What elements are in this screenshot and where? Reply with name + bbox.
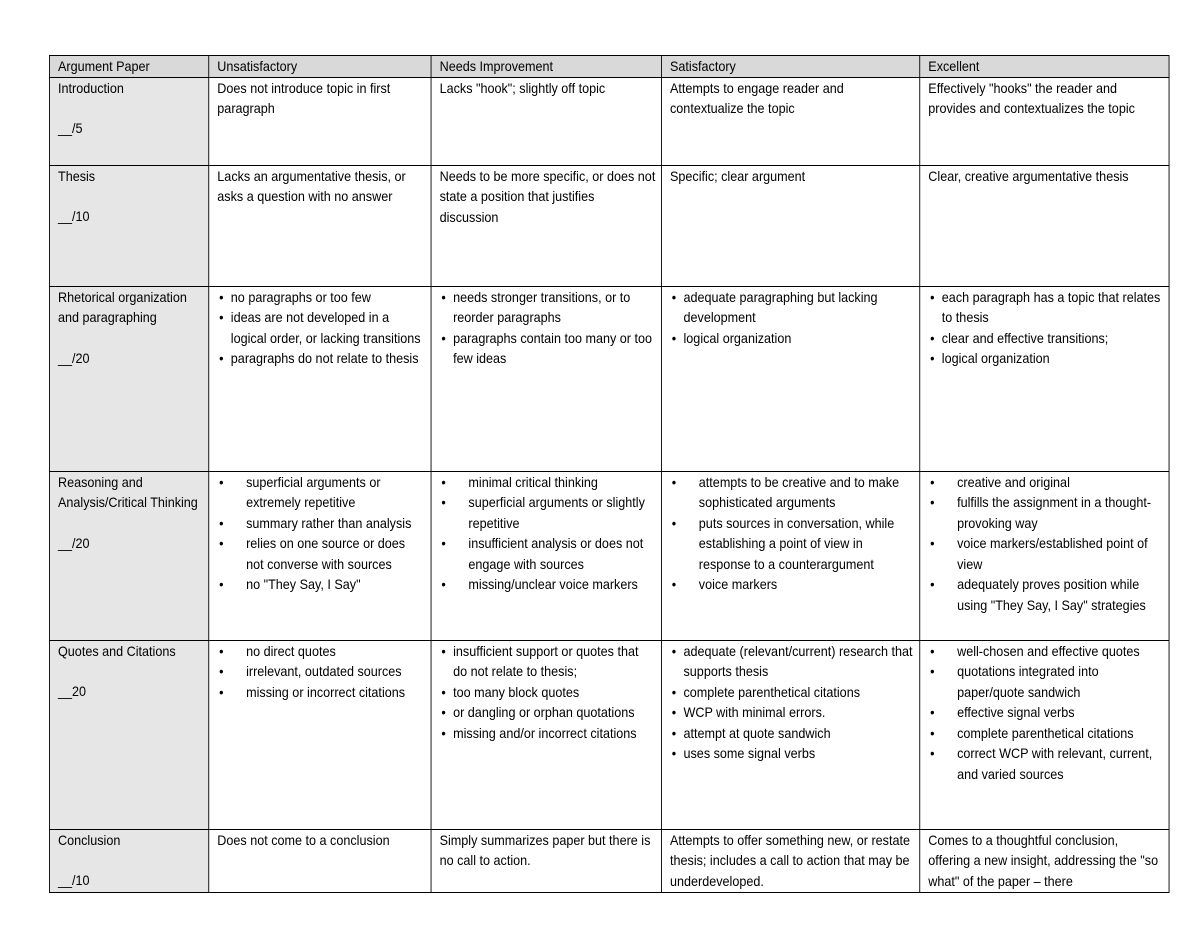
- list-item-text: too many block quotes: [453, 683, 580, 700]
- list-item-text: minimal critical thinking: [468, 473, 598, 490]
- list-item: [670, 743, 914, 764]
- list-item: [928, 328, 1163, 349]
- cell-satisfactory: [661, 286, 919, 471]
- list-item-text: no "They Say, I Say": [246, 576, 361, 592]
- bullet-icon: •: [930, 288, 935, 305]
- list-item-text: paragraphs do not relate to thesis: [230, 350, 419, 366]
- criterion-label: Quotes and Citations: [58, 642, 176, 659]
- bullet-list: [670, 287, 914, 349]
- list-item: [928, 287, 1163, 328]
- list-item: [670, 641, 914, 682]
- cell-excellent: [920, 471, 1169, 640]
- list-item-text: logical organization: [683, 329, 792, 346]
- list-item-text: missing or incorrect citations: [246, 683, 406, 700]
- list-item: [440, 682, 656, 703]
- bullet-icon: •: [671, 683, 677, 700]
- list-item-text: correct WCP with relevant, current, and varied sources: [957, 745, 1153, 782]
- bullet-icon: •: [930, 745, 935, 761]
- list-item: [928, 348, 1163, 369]
- header-excellent: Excellent: [920, 56, 1169, 78]
- list-item-text: clear and effective transitions;: [941, 329, 1109, 346]
- list-item: [928, 533, 1163, 574]
- bullet-icon: •: [930, 576, 935, 592]
- list-item: [440, 641, 656, 682]
- bullet-icon: •: [671, 288, 677, 305]
- score-blank: __/20: [58, 534, 90, 551]
- bullet-icon: •: [671, 329, 677, 346]
- list-item: [217, 574, 425, 595]
- header-argument-paper: Argument Paper: [49, 56, 208, 78]
- bullet-icon: •: [930, 704, 935, 720]
- score-blank: __20: [58, 683, 87, 699]
- list-item-text: puts sources in conversation, while establishing a point of view in response to a counterargument: [698, 514, 895, 572]
- cell-needs-improvement: [431, 286, 661, 471]
- cell-excellent: Clear, creative argumentative thesis: [920, 165, 1169, 286]
- bullet-icon: •: [441, 535, 446, 551]
- list-item-text: superficial arguments or slightly repetitive: [468, 494, 645, 531]
- list-item: [670, 287, 914, 328]
- row-conclusion: [49, 829, 1169, 892]
- bullet-icon: •: [930, 724, 935, 741]
- list-item-text: missing/unclear voice markers: [468, 576, 638, 592]
- list-item: [928, 661, 1163, 702]
- score-blank: __/5: [58, 120, 83, 136]
- cell-satisfactory: [661, 640, 919, 829]
- bullet-icon: •: [671, 642, 677, 659]
- row-introduction: [49, 77, 1169, 165]
- cell-unsatisfactory: [209, 471, 431, 640]
- list-item: [670, 723, 914, 744]
- row-label-cell: [49, 165, 208, 286]
- list-item-text: relies on one source or does not converse with sources: [246, 535, 406, 572]
- list-item-text: irrelevant, outdated sources: [246, 663, 402, 679]
- list-item: [217, 682, 425, 703]
- list-item: [440, 723, 656, 744]
- bullet-list: [440, 641, 656, 744]
- cell-unsatisfactory: [209, 286, 431, 471]
- bullet-list: [440, 287, 656, 369]
- list-item: [670, 472, 914, 513]
- cell-excellent: [920, 286, 1169, 471]
- bullet-list: [928, 472, 1163, 616]
- list-item-text: voice markers/established point of view: [957, 535, 1148, 572]
- row-label-cell: [49, 640, 208, 829]
- bullet-icon: •: [441, 642, 446, 659]
- cell-unsatisfactory: [209, 640, 431, 829]
- header-row: [49, 56, 1169, 78]
- list-item-text: effective signal verbs: [957, 704, 1075, 720]
- bullet-icon: •: [671, 473, 677, 490]
- list-item: [440, 492, 656, 533]
- cell-needs-improvement: [431, 640, 661, 829]
- bullet-list: [217, 287, 425, 369]
- list-item-text: uses some signal verbs: [683, 745, 816, 761]
- bullet-icon: •: [930, 663, 935, 679]
- bullet-icon: •: [219, 288, 224, 305]
- bullet-icon: •: [441, 473, 446, 490]
- list-item: [928, 702, 1163, 723]
- cell-unsatisfactory: Does not come to a conclusion: [209, 829, 431, 892]
- cell-unsatisfactory: Does not introduce topic in first paragraph: [209, 77, 431, 165]
- row-reasoning-analysis: [49, 471, 1169, 640]
- list-item-text: insufficient support or quotes that do not relate to thesis;: [453, 642, 639, 679]
- bullet-icon: •: [930, 494, 935, 510]
- criterion-label: Thesis: [58, 167, 96, 184]
- bullet-icon: •: [671, 576, 677, 592]
- list-item: [440, 574, 656, 595]
- bullet-list: [217, 472, 425, 595]
- list-item-text: logical organization: [941, 350, 1050, 366]
- list-item-text: quotations integrated into paper/quote sandwich: [957, 663, 1099, 700]
- cell-satisfactory: [661, 471, 919, 640]
- list-item: [928, 743, 1163, 784]
- list-item-text: superficial arguments or extremely repetitive: [246, 473, 381, 510]
- bullet-icon: •: [441, 576, 446, 592]
- list-item: [670, 574, 914, 595]
- bullet-icon: •: [219, 350, 224, 366]
- list-item: [217, 533, 425, 574]
- cell-needs-improvement: Lacks "hook"; slightly off topic: [431, 77, 661, 165]
- bullet-icon: •: [671, 724, 677, 741]
- list-item: [670, 513, 914, 575]
- bullet-icon: •: [219, 642, 224, 659]
- cell-needs-improvement: Simply summarizes paper but there is no call to action.: [431, 829, 661, 892]
- list-item: [670, 702, 914, 723]
- list-item-text: needs stronger transitions, or to reorder paragraphs: [453, 288, 631, 325]
- cell-satisfactory: Attempts to offer something new, or restate thesis; includes a call to action that may be underdeveloped.: [661, 829, 919, 892]
- list-item: [440, 472, 656, 493]
- cell-satisfactory: Attempts to engage reader and contextualize the topic: [661, 77, 919, 165]
- list-item: [217, 307, 425, 348]
- list-item-text: adequately proves position while using "They Say, I Say" strategies: [957, 576, 1146, 613]
- list-item-text: ideas are not developed in a logical order, or lacking transitions: [230, 309, 421, 346]
- list-item-text: attempt at quote sandwich: [683, 724, 831, 741]
- list-item: [217, 472, 425, 513]
- bullet-icon: •: [671, 745, 677, 761]
- bullet-icon: •: [930, 473, 935, 490]
- list-item: [217, 348, 425, 369]
- list-item: [670, 682, 914, 703]
- score-blank: __/10: [58, 208, 90, 224]
- list-item: [440, 328, 656, 369]
- list-item-text: well-chosen and effective quotes: [957, 642, 1140, 659]
- bullet-icon: •: [671, 514, 677, 531]
- bullet-icon: •: [441, 329, 446, 346]
- bullet-icon: •: [219, 473, 224, 490]
- list-item-text: WCP with minimal errors.: [683, 704, 826, 720]
- list-item: [217, 661, 425, 682]
- bullet-list: [928, 287, 1163, 369]
- list-item-text: no paragraphs or too few: [230, 288, 371, 305]
- list-item-text: complete parenthetical citations: [957, 724, 1134, 741]
- header-needs-improvement: Needs Improvement: [431, 56, 661, 78]
- score-blank: __/20: [58, 349, 90, 366]
- row-thesis: [49, 165, 1169, 286]
- row-label-cell: [49, 829, 208, 892]
- list-item: [928, 641, 1163, 662]
- list-item-text: complete parenthetical citations: [683, 683, 860, 700]
- row-label-cell: [49, 286, 208, 471]
- list-item: [928, 723, 1163, 744]
- bullet-icon: •: [219, 309, 224, 325]
- list-item-text: insufficient analysis or does not engage with sources: [468, 535, 644, 572]
- criterion-label: Introduction: [58, 79, 124, 96]
- bullet-icon: •: [219, 514, 224, 531]
- bullet-icon: •: [930, 350, 935, 366]
- bullet-list: [440, 472, 656, 595]
- bullet-icon: •: [441, 494, 446, 510]
- list-item: [217, 641, 425, 662]
- list-item-text: attempts to be creative and to make sophisticated arguments: [698, 473, 900, 510]
- bullet-list: [670, 472, 914, 595]
- list-item: [440, 702, 656, 723]
- score-blank: __/10: [58, 872, 90, 888]
- bullet-list: [928, 641, 1163, 785]
- bullet-icon: •: [219, 535, 224, 551]
- bullet-icon: •: [219, 576, 224, 592]
- bullet-icon: •: [441, 683, 446, 700]
- list-item-text: creative and original: [957, 473, 1070, 490]
- list-item: [928, 492, 1163, 533]
- bullet-list: [217, 641, 425, 703]
- bullet-icon: •: [219, 683, 224, 700]
- list-item-text: each paragraph has a topic that relates to thesis: [941, 288, 1161, 325]
- cell-needs-improvement: Needs to be more specific, or does not state a position that justifies discussion: [431, 165, 661, 286]
- cell-unsatisfactory: Lacks an argumentative thesis, or asks a question with no answer: [209, 165, 431, 286]
- bullet-icon: •: [930, 642, 935, 659]
- row-label-cell: [49, 77, 208, 165]
- list-item: [217, 287, 425, 308]
- header-unsatisfactory: Unsatisfactory: [209, 56, 431, 78]
- list-item: [928, 574, 1163, 615]
- list-item: [217, 513, 425, 534]
- bullet-icon: •: [441, 704, 446, 720]
- list-item: [670, 328, 914, 349]
- list-item-text: or dangling or orphan quotations: [453, 704, 635, 720]
- cell-excellent: [920, 640, 1169, 829]
- bullet-icon: •: [441, 288, 446, 305]
- list-item-text: adequate paragraphing but lacking development: [683, 288, 878, 325]
- bullet-icon: •: [930, 329, 935, 346]
- list-item-text: paragraphs contain too many or too few ideas: [453, 329, 653, 366]
- bullet-icon: •: [441, 724, 446, 741]
- row-quotes-citations: [49, 640, 1169, 829]
- bullet-icon: •: [930, 535, 935, 551]
- bullet-icon: •: [671, 704, 677, 720]
- criterion-label: Rhetorical organization and paragraphing: [58, 288, 187, 325]
- list-item-text: fulfills the assignment in a thought-provoking way: [957, 494, 1152, 531]
- list-item: [440, 533, 656, 574]
- list-item-text: no direct quotes: [246, 642, 336, 659]
- header-satisfactory: Satisfactory: [661, 56, 919, 78]
- bullet-list: [670, 641, 914, 764]
- list-item: [440, 287, 656, 328]
- rubric-table: [49, 55, 1170, 893]
- row-label-cell: [49, 471, 208, 640]
- list-item: [928, 472, 1163, 493]
- cell-excellent: Effectively "hooks" the reader and provides and contextualizes the topic: [920, 77, 1169, 165]
- list-item-text: summary rather than analysis: [246, 514, 412, 531]
- bullet-icon: •: [219, 663, 224, 679]
- cell-needs-improvement: [431, 471, 661, 640]
- list-item-text: voice markers: [698, 576, 778, 592]
- list-item-text: missing and/or incorrect citations: [453, 724, 637, 741]
- row-rhetorical-organization: [49, 286, 1169, 471]
- cell-excellent: Comes to a thoughtful conclusion, offering a new insight, addressing the "so what" of the paper – there: [920, 829, 1169, 892]
- cell-satisfactory: Specific; clear argument: [661, 165, 919, 286]
- list-item-text: adequate (relevant/current) research that supports thesis: [683, 642, 913, 679]
- criterion-label: Reasoning and Analysis/Critical Thinking: [58, 473, 198, 510]
- criterion-label: Conclusion: [58, 831, 121, 848]
